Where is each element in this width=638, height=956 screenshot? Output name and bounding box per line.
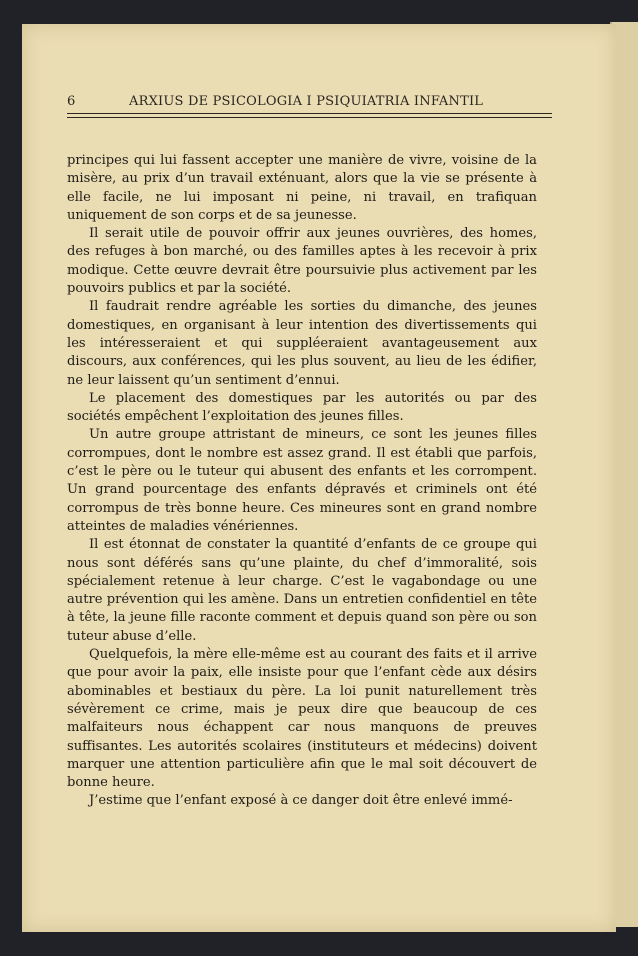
- paragraph-2: Il serait utile de pouvoir offrir aux jeunes ouvrières, des homes, des refuges à bon marché, ou des familles aptes à les recevoir à prix modique. Cette œuvre devrait être poursuivie plus activement par les pouvoirs publics et par la société.: [67, 226, 537, 297]
- header-rule-bottom: [67, 117, 552, 118]
- paragraph-3: Il faudrait rendre agréable les sorties du dimanche, des jeunes domestiques, en organisant à leur intention des divertissements qui les intéresseraient et qui suppléeraient avantageusement aux discours, aux conférences, qui les plus souvent, au lieu de les édifier, ne leur laissent qu’un sentiment d’ennui.: [67, 299, 537, 388]
- paragraph-7: Quelquefois, la mère elle-même est au courant des faits et il arrive que pour avoir la paix, elle insiste pour que l’enfant cède aux désirs abominables et bestiaux du père. La loi punit naturellement très sévèrement ce crime, mais je peux dire que beaucoup de ces malfaiteurs nous échappent car nous manquons de preuves suffisantes. Les autorités scolaires (instituteurs et médecins) doivent marquer une attention particulière afin que le mal soit découvert de bonne heure.: [67, 647, 537, 791]
- paragraph-8: J’estime que l’enfant exposé à ce danger doit être enlevé immé-: [89, 793, 513, 809]
- body-text: [67, 152, 537, 811]
- paragraph-1: principes qui lui fassent accepter une manière de vivre, voisine de la misère, au prix d’un travail exténuant, alors que la vie se présente à elle facile, ne lui imposant ni peine, ni travail, en trafiquan uniquement de son corps et de sa jeunesse.: [67, 153, 537, 223]
- page-number: 6: [67, 94, 76, 109]
- paragraph-6: Il est étonnat de constater la quantité d’enfants de ce groupe qui nous sont déférés sans qu’une plainte, du chef d’immoralité, sois spécialement retenue à leur charge. C’est le vagabondage ou une autre prévention qui les amène. Dans un entretien confidentiel en tête à tête, la jeune fille raconte comment et depuis quand son père ou son tuteur abuse d’elle.: [67, 537, 537, 644]
- page-header: [67, 94, 552, 114]
- running-title: ARXIUS DE PSICOLOGIA I PSIQUIATRIA INFANTIL: [129, 94, 484, 109]
- header-rule-top: [67, 113, 552, 114]
- paragraph-4: Le placement des domestiques par les autorités ou par des sociétés empêchent l’exploitation des jeunes filles.: [67, 390, 537, 425]
- paragraph-5: Un autre groupe attristant de mineurs, ce sont les jeunes filles corrompues, dont le nombre est assez grand. Il est établi que parfois, c’est le père ou le tuteur qui abusent des enfants et les corrompent. Un grand pourcentage des enfants dépravés et criminels ont été corrompus de très bonne heure. Ces mineures sont en grand nombre atteintes de maladies vénériennes.: [67, 427, 537, 534]
